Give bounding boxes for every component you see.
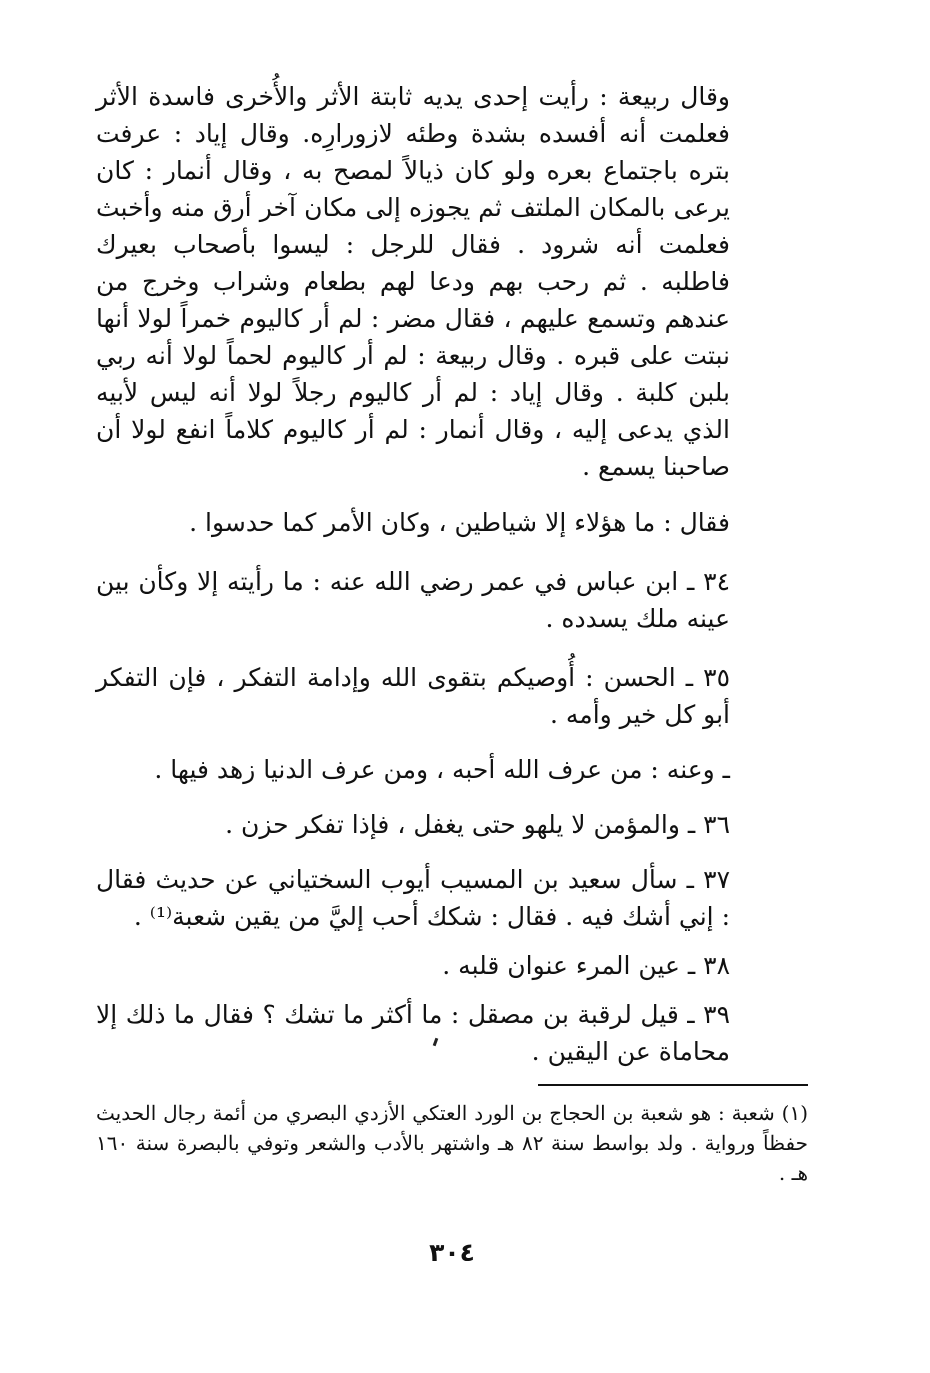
page-number: ٣٠٤ [429,1238,475,1267]
paragraph-wa-anhu: ـ وعنه : من عرف الله أحبه ، ومن عرف الدنيا زهد فيها . [154,755,730,784]
footnote-1: (١) شعبة : هو شعبة بن الحجاج بن الورد العتكي الأزدي البصري من أئمة رجال الحديث حفظاً ورواية . ولد بواسط سنة ٨٢ هـ واشتهر بالأدب والشعر وتوفي بالبصرة سنة ١٦٠ هـ . [96,1101,808,1185]
book-page [96,78,808,1358]
intro-paragraph: وقال ربيعة : رأيت إحدى يديه ثابتة الأثر والأُخرى فاسدة الأثر فعلمت أنه أفسده بشدة وطئه لازورارِه. وقال إياد : عرفت بتره باجتماع بعره ولو كان ذيالاً لمصح به ، وقال أنمار : كان يرعى بالمكان الملتف ثم يجوزه إلى مكان آخر أرق منه وأخبث فعلمت أنه شرود . فقال للرجل : ليسوا بأصحاب بعيرك فاطلبه . ثم رحب بهم ودعا لهم بطعام وشراب وخرج من عندهم وتسمع عليهم ، فقال مضر : لم أر كاليوم خمراً لولا أنها نبتت على قبره . وقال ربيعة : لم أر كاليوم لحماً لولا أنه ربي بلبن كلبة . وقال إياد : لم أر كاليوم رجلاً لولا أنه ليس لأبيه الذي يدعى إليه ، وقال أنمار : لم أر كاليوم كلاماً انفع لولا أن صاحبنا يسمع . [96,82,730,481]
footnote-divider [538,1084,808,1086]
paragraph-item-35: ٣٥ ـ الحسن : أُوصيكم بتقوى الله وإدامة التفكر ، فإن التفكر أبو كل خير وأمه . [96,663,730,729]
paragraph-fa-qala: فقال : ما هؤلاء إلا شياطين ، وكان الأمر كما حدسوا . [189,508,730,537]
paragraph-item-34: ٣٤ ـ ابن عباس في عمر رضي الله عنه : ما رأيته إلا وكأن بين عينه ملك يسدده . [96,567,730,633]
paragraph-item-38: ٣٨ ـ عين المرء عنوان قلبه . [442,951,730,980]
paragraph-item-39: ٣٩ ـ قيل لرقبة بن مصقل : ما أكثر ما تشك ؟ فقال ما ذلك إلا محاماة عن اليقين . [96,1000,730,1066]
paragraph-item-37: ٣٧ ـ سأل سعيد بن المسيب أيوب السختياني عن حديث فقال : إني أشك فيه . فقال : شكك أحب إليَّ من يقين شعبة⁽¹⁾ . [96,865,730,931]
paragraph-item-36: ٣٦ ـ والمؤمن لا يلهو حتى يغفل ، فإذا تفكر حزن . [225,810,730,839]
